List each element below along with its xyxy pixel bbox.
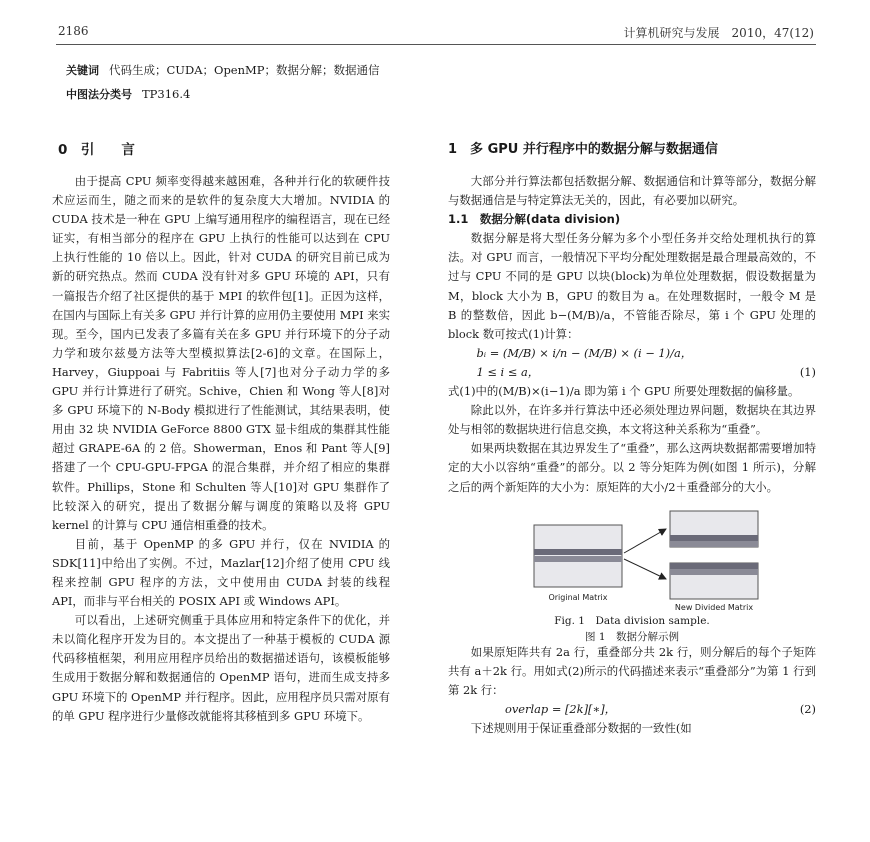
section-1-title: 1 多 GPU 并行程序中的数据分解与数据通信: [448, 142, 718, 157]
equation-1-number: (1): [799, 364, 816, 379]
section-0-title: 0 引 言: [58, 142, 135, 158]
arrow-to-bottom-submatrix: [624, 559, 666, 579]
keywords-line: [66, 62, 380, 78]
subsection-1-1-title: 1.1 数据分解(data division): [448, 212, 621, 227]
intro-paragraph-1: 由于提高 CPU 频率变得越来越困难，各种并行化的软硬件技术应运而生，随之而来的是软件的复杂度大大增加。NVIDIA 的 CUDA 技术是一种在 GPU 上编写通用程序的编程语言，现在已经证实，有相当部分的程序在 GPU 上执行的性能可以达到在 CPU 上执行性能的 10 倍以上。因此，针对 CUDA 的研究目前已成为新的研究热点。然而 CUDA 没有针对多 GPU 环境的 API，只有一篇报告介绍了社区提供的基于 MPI 的软件包[1]。正因为这样，在国内与国际上有关多 GPU 并行计算的应用仍主要使用 MPI 来实现。至今，国内已发表了多篇有关在多 GPU 并行环境下的分子动力学和玻尔兹曼方法等大型模拟算法[2-6]的文章。在国际上，Harvey，Giuppoai 与 Fabritiis 等人[7]也对分子动力学的多 GPU 并行计算进行了研究。Schive，Chien 和 Wong 等人[8]对多 GPU 环境下的 N-Body 模拟进行了性能测试，其结果表明，使用由 32 块 NVIDIA GeForce 8800 GTX 显卡组成的集群其性能超过 GRAPE-6A 的 2 倍。Showerman，Enos 和 Pant 等人[9]搭建了一个 CPU-GPU-FPGA 的混合集群，并介绍了相应的集群软件。Phillips，Stone 和 Schulten 等人[10]对 GPU 集群作了比较深入的研究，提出了数据分解与调度的策略以及将 GPU kernel 的计算与 CPU 通信相重叠的技术。: [52, 174, 390, 532]
classification-line: [66, 86, 190, 102]
keywords-text: 代码生成；CUDA；OpenMP；数据分解；数据通信: [109, 63, 380, 77]
equation-1-line-2: [448, 363, 816, 382]
page-number: 2186: [58, 24, 89, 38]
offset-paragraph: 式(1)中的(M/B)×(i−1)/a 即为第 i 个 GPU 所要处理数据的偏移量。: [448, 384, 800, 399]
figure-1-caption-zh: 图 1 数据分解示例: [584, 630, 680, 643]
equation-2-number: (2): [799, 701, 816, 716]
keywords-label: 关键词: [66, 64, 99, 77]
equation-1-body: bᵢ = (M/B) × i/n − (M/B) × (i − 1)/a，: [476, 345, 693, 360]
arrow-to-top-submatrix: [624, 529, 666, 553]
equation-2-body: overlap = [2k][∗]，: [505, 701, 617, 716]
overlap-paragraph: 如果两块数据在其边界发生了“重叠”，那么这两块数据都需要增加特定的大小以容纳“重叠”的部分。以 2 等分矩阵为例(如图 1 所示)，分解之后的两个新矩阵的大小为：原矩阵的大小/2＋重叠部分的大小。: [448, 441, 816, 494]
new-submatrix-bottom: [670, 563, 758, 599]
left-column: [52, 172, 390, 726]
intro-paragraph-2: 目前，基于 OpenMP 的多 GPU 并行，仅在 NVIDIA 的 SDK[11]中给出了实例。不过，Mazlar[12]介绍了使用 CPU 线程来控制 GPU 程序的方法，文中使用由 CUDA 封装的线程 API，而非与平台相关的 POSIX API 或 Windows API。: [52, 536, 390, 609]
overlap-rows-paragraph: 如果原矩阵共有 2a 行，重叠部分共 2k 行，则分解后的每个子矩阵共有 a＋2k 行。用如式(2)所示的代码描述来表示“重叠部分”为第 1 行到第 2k 行：: [448, 644, 816, 697]
class-label: 中图法分类号: [66, 88, 132, 101]
label-original-matrix: Original Matrix: [548, 592, 608, 602]
original-matrix: [534, 525, 622, 587]
class-value: TP316.4: [142, 87, 191, 101]
equation-1-line-1: [448, 344, 816, 363]
journal-header: 计算机研究与发展 2010，47(12): [623, 26, 814, 40]
consistency-paragraph: 下述规则用于保证重叠部分数据的一致性(如: [470, 720, 692, 735]
new-submatrix-top: [670, 511, 758, 547]
equation-1-range: 1 ≤ i ≤ a，: [476, 364, 540, 379]
right-column: [448, 172, 816, 738]
header-rule: [56, 44, 816, 45]
figure-1-diagram: [448, 503, 816, 613]
intro-paragraph-3: 可以看出，上述研究侧重于具体应用和特定条件下的优化，并未以简化程序开发为目的。本文提出了一种基于模板的 CUDA 源代码移植框架，利用应用程序员给出的数据描述语句，该模板能够生成用于数据分解和数据通信的 OpenMP 语句，进而生成支持多 GPU 环境下的 OpenMP 并行程序。因此，应用程序员只需对原有的单 GPU 程序进行少量修改就能将其移植到多 GPU 环境下。: [52, 613, 390, 723]
boundary-paragraph: 除此以外，在许多并行算法中还必须处理边界问题，数据块在其边界处与相邻的数据块进行信息交换，本文将这种关系称为“重叠”。: [448, 403, 816, 437]
equation-2: [448, 700, 816, 719]
figure-1-caption-en: Fig. 1 Data division sample.: [554, 614, 710, 627]
label-new-matrix: New Divided Matrix: [674, 602, 754, 612]
figure-1: [448, 503, 816, 643]
data-division-paragraph: 数据分解是将大型任务分解为多个小型任务并交给处理机执行的算法。对 GPU 而言，一般情况下平均分配处理数据是最合理最高效的，不过与 CPU 不同的是 GPU 以块(block)为单位处理数据，假设数据量为 M，block 大小为 B，GPU 的数目为 a。在处理数据时，一般令 M 是 B 的整数倍，因此 b−(M/B)/a，不管能否除尽，第 i 个 GPU 处理的 block 数可按式(1)计算：: [448, 231, 816, 341]
section-1-intro: 大部分并行算法都包括数据分解、数据通信和计算等部分，数据分解与数据通信是与特定算法无关的，因此，有必要加以研究。: [448, 174, 816, 208]
